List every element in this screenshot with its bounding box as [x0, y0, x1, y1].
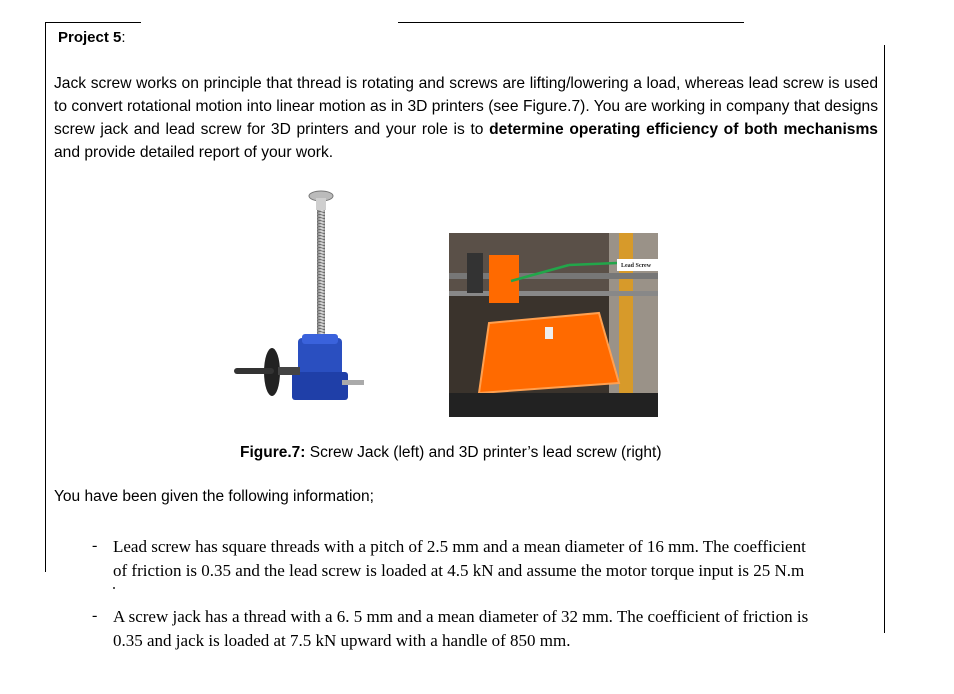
bullet-dash-1: -	[92, 537, 98, 554]
bullet-1-line-2: of friction is 0.35 and the lead screw is loaded at 4.5 kN and assume the motor torque input is 25 N.m	[113, 561, 805, 580]
intro-text-start: Jack screw works on principle that thread is rotating and screws are lifting/lowering a load, whereas lead screw is used to convert rotational motion into linear motion as in 3D printers (see Figure.7). You are working in company that designs screw jack and lead screw for 3D printers and your role is to	[54, 75, 878, 138]
project-title-colon: :	[121, 29, 126, 46]
3d-printer-image	[449, 233, 658, 417]
right-border	[884, 45, 885, 633]
top-rule-right	[398, 22, 744, 23]
intro-text-end: and provide detailed report of your work.	[54, 144, 334, 161]
screw-jack-image	[222, 184, 372, 419]
top-rule-left	[45, 22, 141, 23]
project-title	[58, 29, 126, 46]
bullet-2-line-2: 0.35 and jack is loaded at 7.5 kN upward with a handle of 850 mm.	[113, 631, 571, 650]
bullet-2-line-1: A screw jack has a thread with a 6. 5 mm and a mean diameter of 32 mm. The coefficient of friction is	[113, 607, 809, 626]
figure-caption-label: Figure.7:	[240, 444, 306, 461]
intro-paragraph	[54, 72, 878, 164]
figure-caption	[240, 444, 662, 462]
bullet-lead-screw	[113, 535, 875, 583]
lead-screw-label: Lead Screw	[621, 263, 652, 269]
info-intro: You have been given the following information;	[54, 488, 374, 505]
bullet-screw-jack	[113, 605, 875, 653]
bullet-1-line-1: Lead screw has square threads with a pitch of 2.5 mm and a mean diameter of 16 mm. The coefficient	[113, 537, 806, 556]
stray-dot	[113, 587, 115, 589]
project-title-text: Project 5	[58, 29, 122, 46]
intro-bold-text: determine operating efficiency of both mechanisms	[489, 121, 878, 138]
bullet-dash-2: -	[92, 607, 98, 624]
left-border	[45, 22, 46, 572]
figure-caption-text: Screw Jack (left) and 3D printer’s lead screw (right)	[305, 444, 662, 461]
